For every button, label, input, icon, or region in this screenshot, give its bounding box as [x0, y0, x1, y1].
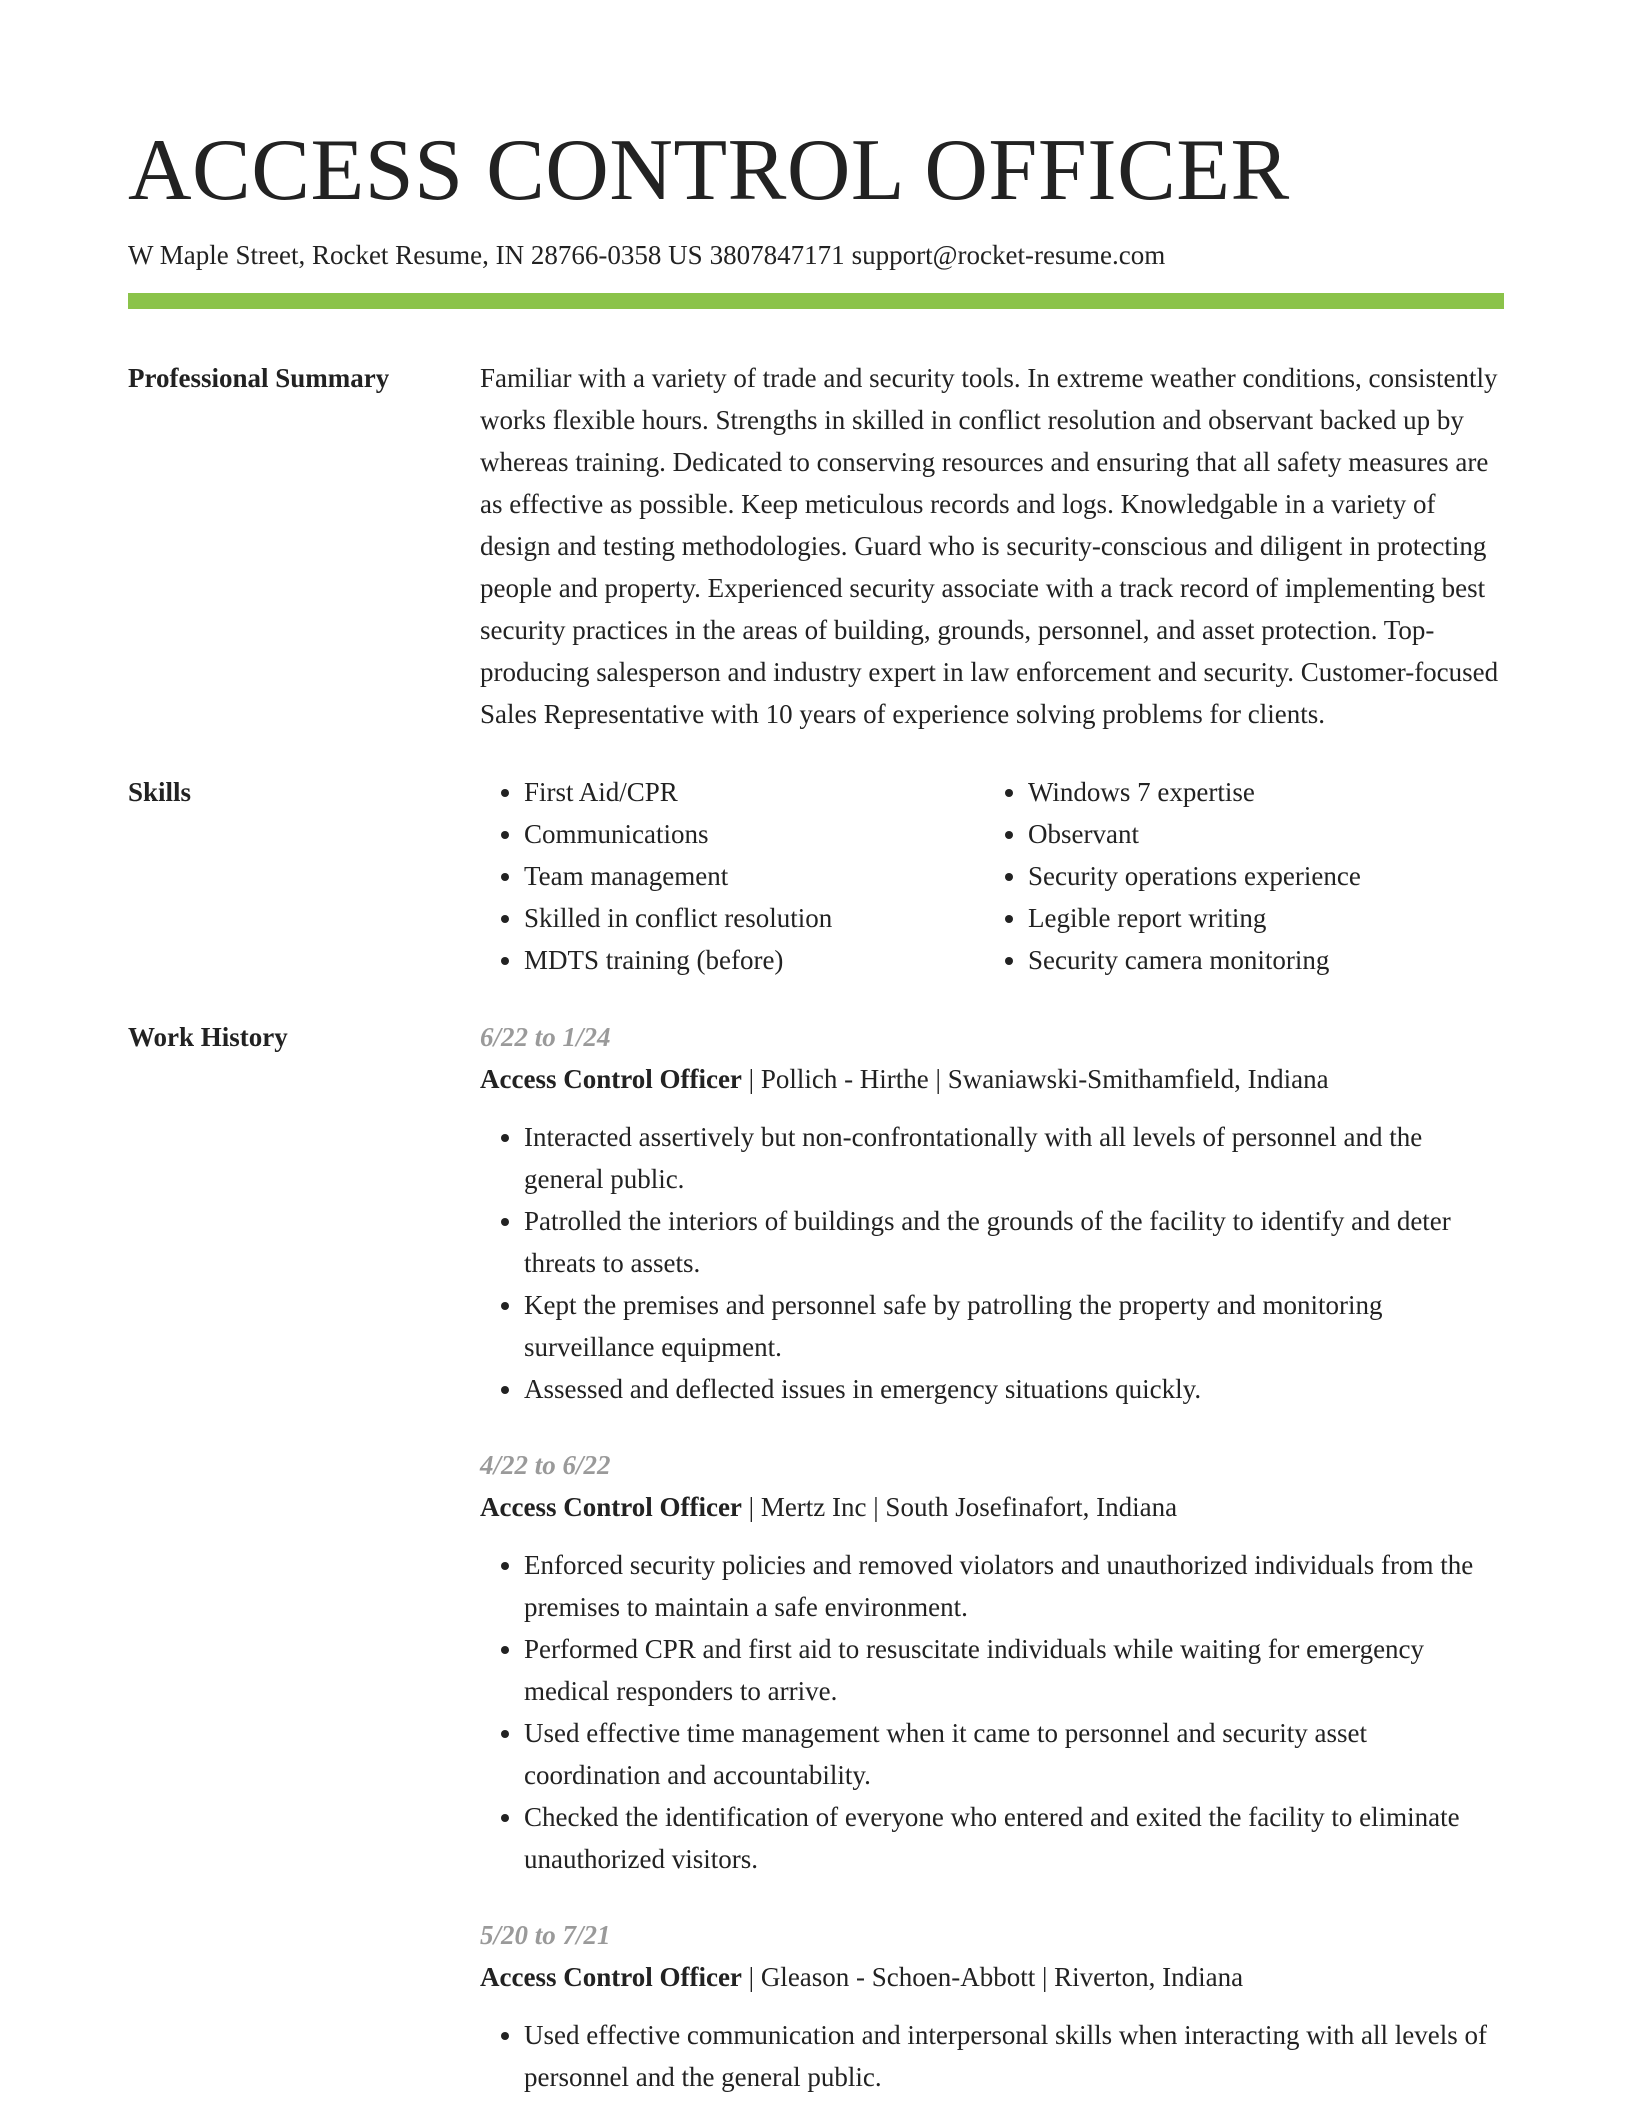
job-heading [480, 1486, 1504, 1528]
job-dates: 6/22 to 1/24 [480, 1022, 611, 1052]
job-bullet: • Assessed and deflected issues in emergency situations quickly. [524, 1368, 1504, 1410]
job-bullets [480, 1544, 1504, 1880]
skill-item: • Security camera monitoring [1028, 939, 1488, 981]
job-location: Riverton, Indiana [1054, 1962, 1244, 1992]
contact-line [128, 238, 1504, 272]
job-location: South Josefinafort, Indiana [885, 1492, 1178, 1522]
job-bullet: • Used effective time management when it came to personnel and security asset coordination and accountability. [524, 1712, 1504, 1796]
job-bullet: • Enforced security policies and removed violators and unauthorized individuals from the premises to maintain a safe environment. [524, 1544, 1504, 1628]
skill-item: • First Aid/CPR [524, 771, 984, 813]
job-entry [480, 1444, 1504, 1880]
contact-email: support@rocket-resume.com [851, 240, 1166, 270]
contact-address: W Maple Street, Rocket Resume, IN 28766-0358 US [128, 240, 703, 270]
summary-section [128, 357, 1504, 735]
separator: | [741, 1064, 761, 1094]
job-company: Pollich - Hirthe [760, 1064, 929, 1094]
job-bullet: • Checked the identification of everyone who entered and exited the facility to eliminate unauthorized visitors. [524, 1796, 1504, 1880]
job-bullet: • Patrolled the interiors of buildings and the grounds of the facility to identify and deter threats to assets. [524, 1200, 1504, 1284]
skills-columns [480, 771, 1504, 981]
job-heading [480, 1956, 1504, 1998]
job-company: Mertz Inc [760, 1492, 867, 1522]
job-entry [480, 1016, 1504, 1410]
skill-item: • Communications [524, 813, 984, 855]
skill-item: • MDTS training (before) [524, 939, 984, 981]
job-bullet: • Performed CPR and first aid to resuscitate individuals while waiting for emergency medical responders to arrive. [524, 1628, 1504, 1712]
summary-text: Familiar with a variety of trade and security tools. In extreme weather conditions, consistently works flexible hours. Strengths in skilled in conflict resolution and observant backed up by whereas training. Dedicated to conserving resources and ensuring that all safety measures are as effective as possible. Keep meticulous records and logs. Knowledgable in a variety of design and testing methodologies. Guard who is security-conscious and diligent in protecting people and property. Experienced security associate with a track record of implementing best security practices in the areas of building, grounds, personnel, and asset protection. Top-producing salesperson and industry expert in law enforcement and security. Customer-focused Sales Representative with 10 years of experience solving problems for clients. [480, 363, 1499, 729]
job-company: Gleason - Schoen-Abbott [760, 1962, 1036, 1992]
job-bullets [480, 2014, 1504, 2098]
section-title-work: Work History [128, 1022, 288, 1052]
skill-item: • Security operations experience [1028, 855, 1488, 897]
skill-item: • Skilled in conflict resolution [524, 897, 984, 939]
job-entry [480, 1914, 1504, 2098]
job-location: Swaniawski-Smithamfield, Indiana [947, 1064, 1329, 1094]
skills-section [128, 771, 1504, 981]
contact-phone: 3807847171 [709, 240, 845, 270]
skill-item: • Windows 7 expertise [1028, 771, 1488, 813]
section-title-summary: Professional Summary [128, 363, 390, 393]
job-heading [480, 1058, 1504, 1100]
skill-item: • Legible report writing [1028, 897, 1488, 939]
skill-item: • Observant [1028, 813, 1488, 855]
job-title: Access Control Officer [480, 1064, 742, 1094]
separator: | [866, 1492, 886, 1522]
resume-page [128, 118, 1504, 2098]
separator: | [741, 1492, 761, 1522]
job-dates: 5/20 to 7/21 [480, 1920, 611, 1950]
skills-list-right [984, 771, 1488, 981]
section-title-skills: Skills [128, 777, 192, 807]
accent-divider [128, 293, 1504, 309]
work-history-section [128, 1016, 1504, 2098]
job-title: Access Control Officer [480, 1962, 742, 1992]
separator: | [741, 1962, 761, 1992]
job-title: Access Control Officer [480, 1492, 742, 1522]
skills-list-left [480, 771, 984, 981]
job-bullet: • Used effective communication and interpersonal skills when interacting with all levels of personnel and the general public. [524, 2014, 1504, 2098]
skill-item: • Team management [524, 855, 984, 897]
job-bullet: • Kept the premises and personnel safe by patrolling the property and monitoring surveillance equipment. [524, 1284, 1504, 1368]
separator: | [1035, 1962, 1055, 1992]
job-bullet: • Interacted assertively but non-confrontationally with all levels of personnel and the general public. [524, 1116, 1504, 1200]
resume-name: ACCESS CONTROL OFFICER [128, 122, 1290, 219]
separator: | [928, 1064, 948, 1094]
job-bullets [480, 1116, 1504, 1410]
job-dates: 4/22 to 6/22 [480, 1450, 611, 1480]
